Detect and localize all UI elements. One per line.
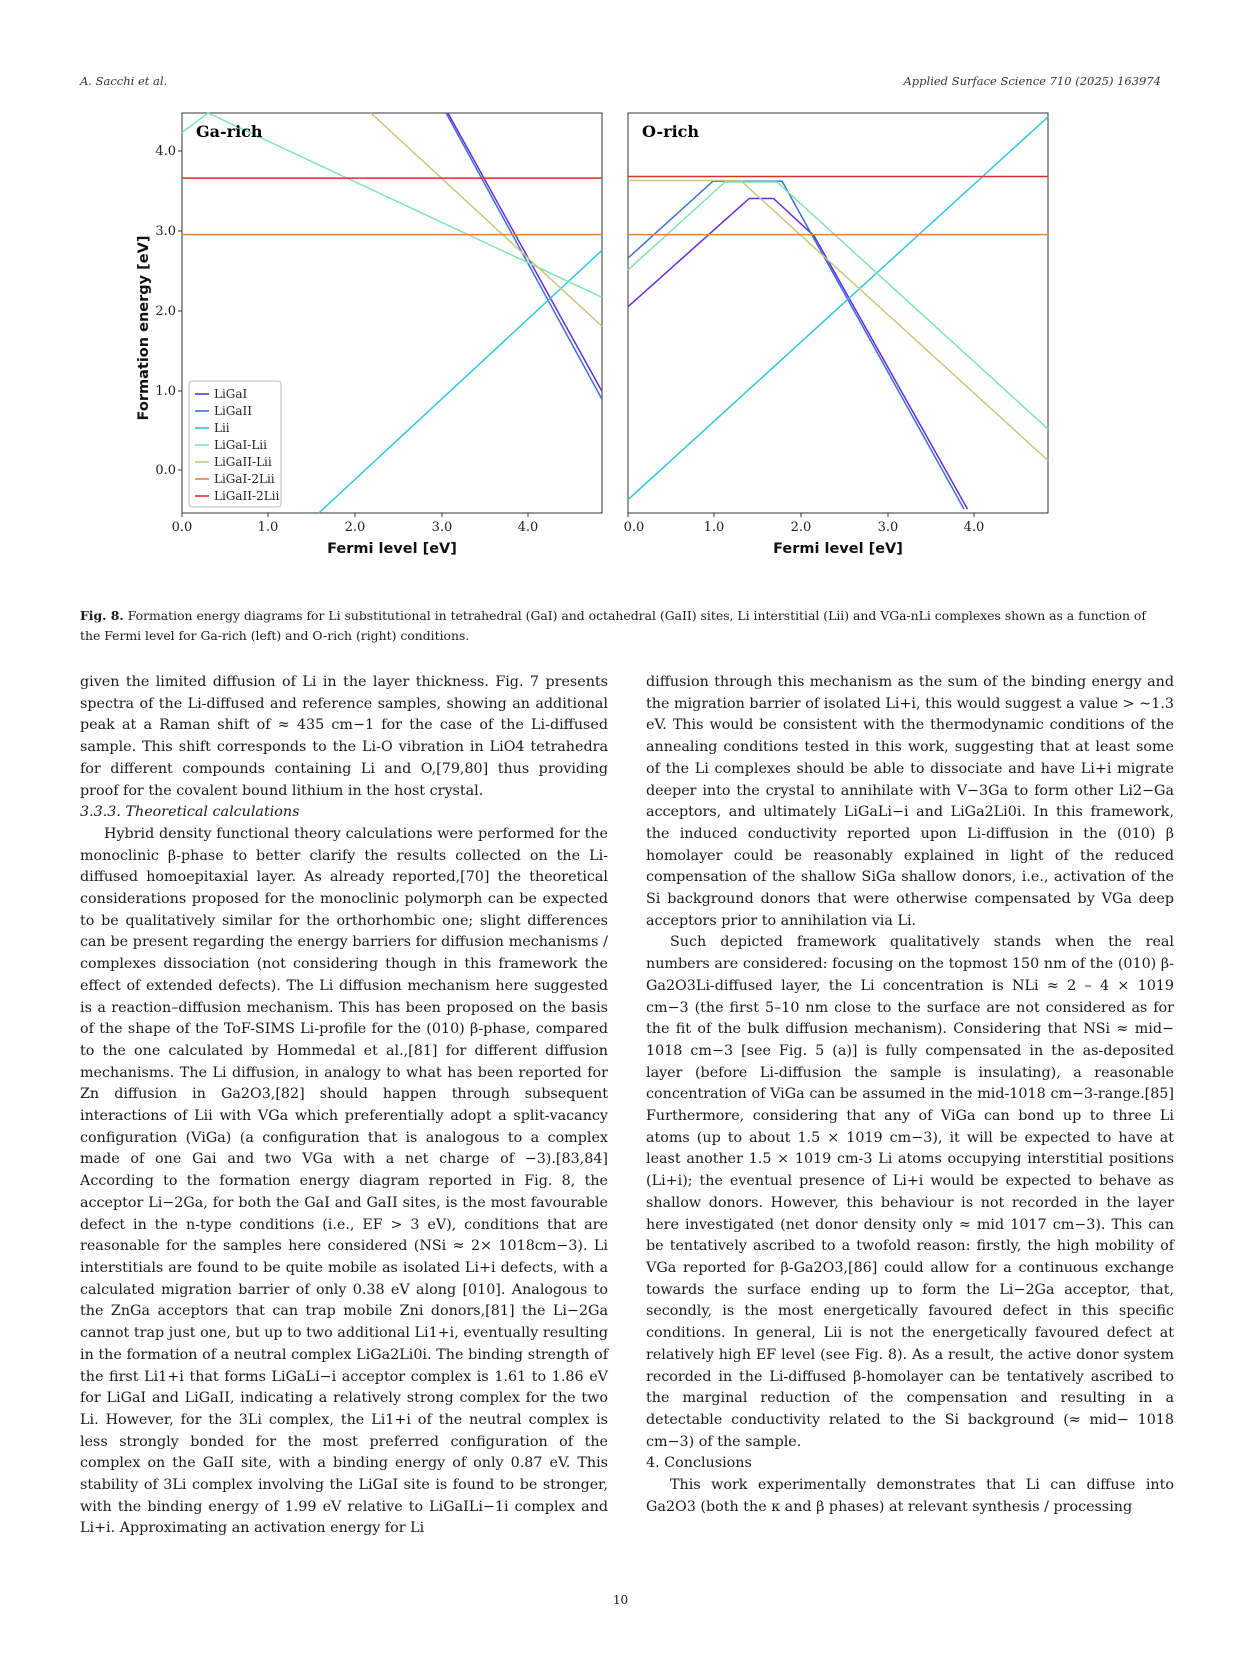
x-tick-label: 0.0 bbox=[623, 520, 645, 535]
x-tick-label: 3.0 bbox=[431, 520, 453, 535]
plot-area bbox=[628, 117, 1048, 509]
figure-panel-ga-rich bbox=[122, 113, 612, 567]
x-ticks bbox=[172, 513, 539, 535]
plot-frame bbox=[628, 113, 1048, 513]
figure-caption bbox=[80, 606, 1162, 646]
x-tick-label: 1.0 bbox=[257, 520, 279, 535]
x-axis-label: Fermi level [eV] bbox=[327, 541, 457, 557]
x-tick-label: 0.0 bbox=[171, 520, 193, 535]
legend-entry: LiGaII-Lii bbox=[214, 455, 272, 469]
paragraph: given the limited diffusion of Li in the layer thickness. Fig. 7 presents spectra of the Li-diffused and reference samples, showing an additional peak at a Raman shift of ≈ 435 cm−1 for the case of the Li-diffused sample. This shift corresponds to the Li-O vibration in LiO4 tetrahedra for different compounds containing Li and O,[79,80] thus providing proof for the covalent bound lithium in the host crystal. bbox=[80, 674, 608, 799]
legend-entry: Lii bbox=[214, 421, 230, 435]
x-tick-label: 1.0 bbox=[703, 520, 725, 535]
series-line-ligai bbox=[628, 199, 968, 510]
legend-entry: LiGaII bbox=[214, 404, 253, 418]
page-number: 10 bbox=[612, 1593, 629, 1607]
y-tick-label: 0.0 bbox=[155, 463, 176, 478]
y-tick-label: 2.0 bbox=[155, 304, 176, 319]
running-header-journal: Applied Surface Science 710 (2025) 163974 bbox=[903, 74, 1161, 88]
paragraph: This work experimentally demonstrates that Li can diffuse into Ga2O3 (both the κ and β phases) at relevant synthesis / processing bbox=[646, 1477, 1174, 1515]
panel-title: Ga-rich bbox=[196, 122, 263, 141]
caption-text: Formation energy diagrams for Li substitutional in tetrahedral (GaI) and octahedral (GaII) sites, Li interstitial (Lii) and VGa-nLi complexes shown as a function of the Fermi level for Ga-rich (left) and O-rich (right) conditions. bbox=[80, 608, 1146, 643]
section-heading: 4. Conclusions bbox=[646, 1455, 752, 1472]
y-tick-label: 3.0 bbox=[155, 224, 176, 239]
x-ticks bbox=[624, 513, 985, 535]
legend-entry: LiGaII-2Lii bbox=[214, 489, 280, 503]
running-header-authors: A. Sacchi et al. bbox=[80, 74, 168, 88]
text-column-right bbox=[646, 672, 1174, 1518]
x-tick-label: 2.0 bbox=[344, 520, 366, 535]
legend-entry: LiGaI-Lii bbox=[214, 438, 267, 452]
y-tick-label: 1.0 bbox=[155, 384, 176, 399]
caption-label: Fig. 8. bbox=[80, 608, 124, 623]
panel-title: O-rich bbox=[642, 122, 700, 141]
series-line-ligaii bbox=[446, 113, 602, 399]
chart-o-rich bbox=[623, 113, 1058, 563]
legend bbox=[189, 381, 281, 507]
series-line-ligai-lii bbox=[628, 182, 1048, 429]
x-axis-label: Fermi level [eV] bbox=[773, 541, 903, 557]
x-tick-label: 4.0 bbox=[517, 520, 539, 535]
legend-entry: LiGaI-2Lii bbox=[214, 472, 275, 486]
paragraph: Such depicted framework qualitatively stands when the real numbers are considered: focusing on the topmost 150 nm of the (010) β-Ga2O3Li-diffused layer, the Li concentration is NLi ≈ 2 – 4 × 1019 cm−3 (the first 5–10 nm close to the surface are not considered as for the fit of the bulk diffusion mechanism). Considering that NSi ≈ mid− 1018 cm−3 [see Fig. 5 (a)] is fully compensated in the as-deposited layer (before Li-diffusion the sample is insulating), a reasonable concentration of ViGa can be assumed in the mid-1018 cm−3-range.[85] Furthermore, considering that any of ViGa can bond up to three Li atoms (up to about 1.5 × 1019 cm−3), it will be expected to have at least another 1.5 × 1019 cm-3 Li atoms occupying interstitial positions (Li+i); the eventual presence of Li+i would be expected to behave as shallow donors. However, this behaviour is not recorded in the layer here investigated (net donor density only ≈ mid 1017 cm−3). This can be tentatively ascribed to a twofold reason: firstly, the high mobility of VGa reported for β-Ga2O3,[86] could allow for a continuous exchange towards the surface ending up to form the Li−2Ga acceptor, that, secondly, is the most energetically favoured defect in this specific conditions. In general, Lii is not the energetically favoured defect at relatively high EF level (see Fig. 8). As a result, the active donor system recorded in the Li-diffused β-homolayer can be tentatively ascribed to the marginal reduction of the compensation and resulting in a detectable conductivity related to the Si background (≈ mid− 1018 cm−3) of the sample. bbox=[646, 934, 1174, 1450]
x-tick-label: 4.0 bbox=[963, 520, 985, 535]
series-line-lii bbox=[319, 250, 602, 513]
x-tick-label: 3.0 bbox=[877, 520, 899, 535]
y-axis-label: Formation energy [eV] bbox=[136, 235, 152, 421]
series-line-lii bbox=[628, 117, 1048, 500]
x-tick-label: 2.0 bbox=[790, 520, 812, 535]
series-line-ligaii-lii bbox=[371, 113, 602, 326]
subsection-heading: 3.3.3. Theoretical calculations bbox=[80, 804, 300, 821]
figure-panel-o-rich bbox=[623, 113, 1058, 567]
y-ticks bbox=[155, 144, 182, 478]
paragraph: Hybrid density functional theory calculations were performed for the monoclinic β-phase to better clarify the results collected on the Li-diffused homoepitaxial layer. As already reported,[70] the theoretical considerations proposed for the monoclinic polymorph can be expected to be qualitatively similar for the orthorhombic one; slight differences can be present regarding the energy barriers for diffusion mechanisms / complexes dissociation (not considering though in this framework the effect of extended defects). The Li diffusion mechanism here suggested is a reaction–diffusion mechanism. This has been proposed on the basis of the shape of the ToF-SIMS Li-profile for the (010) β-phase, compared to the one calculated by Hommedal et al.,[81] for different diffusion mechanisms. The Li diffusion, in analogy to what has been reported for Zn diffusion in Ga2O3,[82] should happen through subsequent interactions of Lii with VGa which preferentially adopt a split-vacancy configuration (ViGa) (a configuration that is analogous to a complex made of one Gai and two VGa with a net charge of −3).[83,84] According to the formation energy diagram reported in Fig. 8, the acceptor Li−2Ga, for both the GaI and GaII sites, is the most favourable defect in the n-type conditions (i.e., EF > 3 eV), conditions that are reasonable for the samples here considered (NSi ≈ 2× 1018cm−3). Li interstitials are found to be quite mobile as isolated Li+i defects, with a calculated migration barrier of only 0.38 eV along [010]. Analogous to the ZnGa acceptors that can trap mobile Zni donors,[81] the Li−2Ga cannot trap just one, but up to two additional Li1+i, eventually resulting in the formation of a neutral complex LiGa2Li0i. The binding strength of the first Li1+i that forms LiGaLi−i acceptor complex is 1.61 to 1.86 eV for LiGaI and LiGaII, indicating a relatively strong complex for the two Li. However, for the 3Li complex, the Li1+i of the neutral complex is less strongly bonded for the most preferred configuration of the complex on the GaII site, with a binding energy of only 0.87 eV. This stability of 3Li complex involving the LiGaI site is found to be stronger, with the binding energy of 1.99 eV relative to LiGaILi−1i complex and Li+i. Approximating an activation energy for Li bbox=[80, 825, 608, 1537]
chart-ga-rich bbox=[122, 113, 612, 563]
y-tick-label: 4.0 bbox=[155, 144, 176, 159]
text-column-left bbox=[80, 672, 608, 1540]
series-line-ligai bbox=[448, 113, 602, 391]
legend-entry: LiGaI bbox=[214, 387, 248, 401]
series-line-ligaii-lii bbox=[628, 181, 1048, 461]
paragraph: diffusion through this mechanism as the sum of the binding energy and the migration barrier of isolated Li+i, this would suggest a value > ∼1.3 eV. This would be consistent with the thermodynamic conditions of the annealing conditions tested in this work, suggesting that at least some of the Li complexes should be able to dissociate and have Li+i migrate deeper into the crystal to annihilate with V−3Ga to form other Li2−Ga acceptors, and ultimately LiGaLi−i and LiGa2Li0i. In this framework, the induced conductivity reported upon Li-diffusion in the (010) β homolayer could be reasonably explained in light of the reduced compensation of the shallow SiGa shallow donors, i.e., activation of the Si background donors that were otherwise compensated by VGa deep acceptors prior to annihilation via Li. bbox=[646, 674, 1174, 929]
